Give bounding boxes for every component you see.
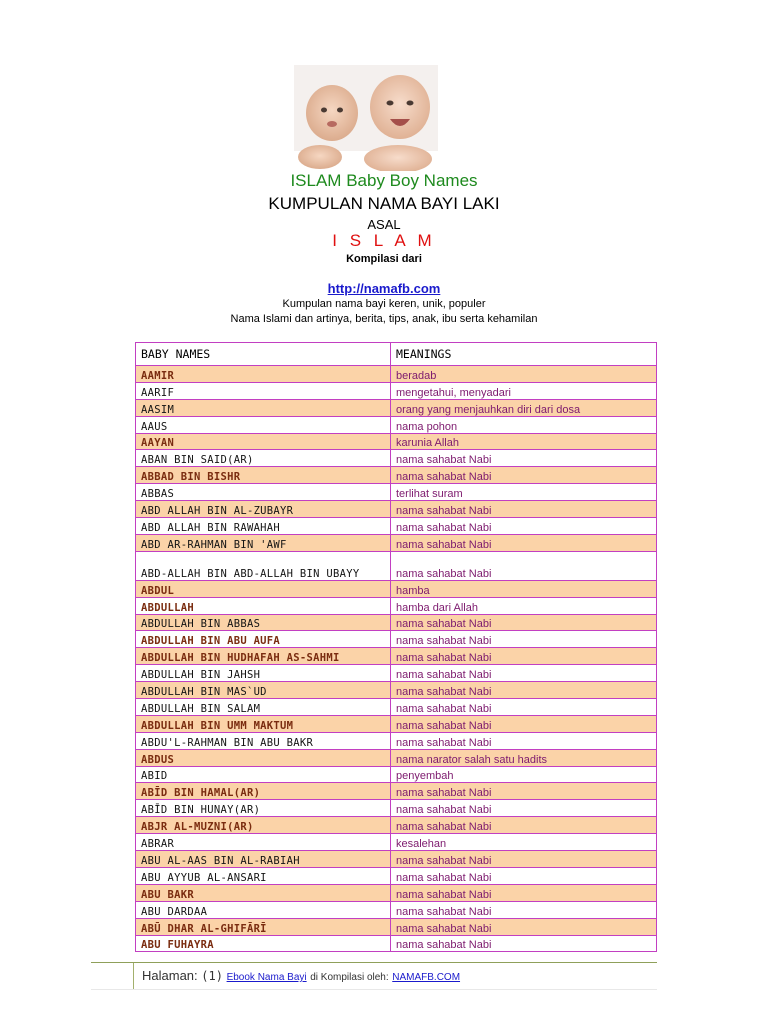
meaning-cell: nama sahabat Nabi	[391, 783, 657, 800]
baby-name-cell: ABDULLAH BIN JAHSH	[136, 665, 391, 682]
baby-name-cell: ABDULLAH BIN MAS`UD	[136, 682, 391, 699]
meaning-cell: nama sahabat Nabi	[391, 800, 657, 817]
baby-name-cell: ABDULLAH BIN HUDHAFAH AS-SAHMI	[136, 648, 391, 665]
header-meanings: MEANINGS	[391, 343, 657, 366]
footer-site-link[interactable]: NAMAFB.COM	[392, 972, 461, 983]
meaning-cell: nama sahabat Nabi	[391, 551, 657, 580]
table-row	[136, 631, 657, 648]
table-row	[136, 597, 657, 614]
table-row	[136, 715, 657, 732]
meaning-cell: terlihat suram	[391, 484, 657, 501]
baby-name-cell: ABJR AL-MUZNI(AR)	[136, 817, 391, 834]
baby-name-cell: ABĪD BIN HAMAL(AR)	[136, 783, 391, 800]
baby-name-cell: ABU DARDAA	[136, 901, 391, 918]
table-row	[136, 851, 657, 868]
table-row	[136, 551, 657, 580]
meaning-cell: nama sahabat Nabi	[391, 682, 657, 699]
meaning-cell: nama sahabat Nabi	[391, 534, 657, 551]
subtitle-line-2: Nama Islami dan artinya, berita, tips, anak, ibu serta kehamilan	[230, 313, 538, 325]
table-row	[136, 935, 657, 952]
meaning-cell: nama sahabat Nabi	[391, 699, 657, 716]
meaning-cell: nama sahabat Nabi	[391, 614, 657, 631]
table-row	[136, 534, 657, 551]
meaning-cell: nama sahabat Nabi	[391, 851, 657, 868]
baby-name-cell: ABU AL-AAS BIN AL-RABIAH	[136, 851, 391, 868]
baby-name-cell: ABDULLAH BIN SALAM	[136, 699, 391, 716]
baby-name-cell: AAYAN	[136, 433, 391, 450]
table-row	[136, 699, 657, 716]
baby-name-cell: ABBAS	[136, 484, 391, 501]
table-row	[136, 817, 657, 834]
table-row	[136, 399, 657, 416]
table-row	[136, 834, 657, 851]
meaning-cell: mengetahui, menyadari	[391, 382, 657, 399]
baby-name-cell: ABDULLAH BIN ABBAS	[136, 614, 391, 631]
baby-name-cell: ABDUL	[136, 580, 391, 597]
table-row	[136, 766, 657, 783]
meaning-cell: nama sahabat Nabi	[391, 817, 657, 834]
meaning-cell: hamba	[391, 580, 657, 597]
meaning-cell: nama narator salah satu hadits	[391, 749, 657, 766]
meaning-cell: kesalehan	[391, 834, 657, 851]
table-row	[136, 484, 657, 501]
meaning-cell: hamba dari Allah	[391, 597, 657, 614]
meaning-cell: nama sahabat Nabi	[391, 732, 657, 749]
baby-name-cell: ABAN BIN SAID(AR)	[136, 450, 391, 467]
baby-name-cell: ABDULLAH BIN UMM MAKTUM	[136, 715, 391, 732]
footer-text	[142, 968, 460, 983]
baby-name-cell: ABU BAKR	[136, 884, 391, 901]
baby-name-cell: ABD ALLAH BIN RAWAHAH	[136, 518, 391, 535]
footer-margin-cell	[91, 963, 134, 989]
baby-name-cell: ABD AR-RAHMAN BIN 'AWF	[136, 534, 391, 551]
table-row	[136, 665, 657, 682]
meaning-cell: nama sahabat Nabi	[391, 665, 657, 682]
meaning-cell: nama sahabat Nabi	[391, 901, 657, 918]
meaning-cell: nama sahabat Nabi	[391, 467, 657, 484]
table-row	[136, 450, 657, 467]
table-body	[136, 366, 657, 952]
meaning-cell: nama sahabat Nabi	[391, 450, 657, 467]
meaning-cell: nama sahabat Nabi	[391, 631, 657, 648]
meaning-cell: penyembah	[391, 766, 657, 783]
meaning-cell: nama sahabat Nabi	[391, 935, 657, 952]
baby-photo	[294, 65, 438, 171]
baby-names-table	[135, 342, 657, 952]
title-asal: ASAL	[367, 217, 401, 232]
subtitle-line-1: Kumpulan nama bayi keren, unik, populer	[282, 298, 486, 310]
meaning-cell: karunia Allah	[391, 433, 657, 450]
meaning-cell: nama sahabat Nabi	[391, 884, 657, 901]
meaning-cell: nama sahabat Nabi	[391, 715, 657, 732]
table-row	[136, 433, 657, 450]
header-baby-names: BABY NAMES	[136, 343, 391, 366]
table-row	[136, 366, 657, 383]
baby-name-cell: AARIF	[136, 382, 391, 399]
baby-name-cell: ABD ALLAH BIN AL-ZUBAYR	[136, 501, 391, 518]
baby-name-cell: ABU AYYUB AL-ANSARI	[136, 867, 391, 884]
baby-name-cell: ABID	[136, 766, 391, 783]
baby-name-cell: ABRAR	[136, 834, 391, 851]
baby-name-cell: ABDUS	[136, 749, 391, 766]
table-row	[136, 901, 657, 918]
site-url-link[interactable]: http://namafb.com	[327, 281, 441, 296]
baby-name-cell: ABŪ DHAR AL-GHIFĀRĪ	[136, 918, 391, 935]
baby-name-cell: AAUS	[136, 416, 391, 433]
table-row	[136, 501, 657, 518]
meaning-cell: nama pohon	[391, 416, 657, 433]
baby-name-cell: ABĪD BIN HUNAY(AR)	[136, 800, 391, 817]
table-row	[136, 800, 657, 817]
table-row	[136, 867, 657, 884]
title-islam: I S L A M	[332, 231, 436, 250]
table-row	[136, 682, 657, 699]
meaning-cell: orang yang menjauhkan diri dari dosa	[391, 399, 657, 416]
kompilasi-label: Kompilasi dari	[346, 253, 422, 265]
table-row	[136, 783, 657, 800]
meaning-cell: nama sahabat Nabi	[391, 648, 657, 665]
baby-name-cell: ABDU'L-RAHMAN BIN ABU BAKR	[136, 732, 391, 749]
meaning-cell: nama sahabat Nabi	[391, 867, 657, 884]
meaning-cell: nama sahabat Nabi	[391, 501, 657, 518]
footer-page-label: Halaman:	[142, 968, 198, 983]
title-main: KUMPULAN NAMA BAYI LAKI	[268, 194, 500, 213]
table-row	[136, 648, 657, 665]
table-row	[136, 416, 657, 433]
meaning-cell: nama sahabat Nabi	[391, 518, 657, 535]
page-footer	[91, 962, 657, 990]
baby-name-cell: ABDULLAH BIN ABU AUFA	[136, 631, 391, 648]
meaning-cell: nama sahabat Nabi	[391, 918, 657, 935]
table-row	[136, 918, 657, 935]
table-row	[136, 467, 657, 484]
title-green: ISLAM Baby Boy Names	[290, 171, 478, 190]
footer-compiled-by: di Kompilasi oleh:	[310, 972, 389, 983]
baby-name-cell: ABD-ALLAH BIN ABD-ALLAH BIN UBAYY	[136, 551, 391, 580]
table-row	[136, 382, 657, 399]
table-header-row	[136, 343, 657, 366]
meaning-cell: beradab	[391, 366, 657, 383]
table-row	[136, 749, 657, 766]
baby-name-cell: AASIM	[136, 399, 391, 416]
footer-ebook-link[interactable]: Ebook Nama Bayi	[226, 972, 307, 983]
footer-page-number: (1)	[201, 969, 223, 983]
baby-name-cell: ABBAD BIN BISHR	[136, 467, 391, 484]
table-row	[136, 732, 657, 749]
baby-name-cell: AAMIR	[136, 366, 391, 383]
baby-name-cell: ABU FUHAYRA	[136, 935, 391, 952]
baby-name-cell: ABDULLAH	[136, 597, 391, 614]
table-row	[136, 580, 657, 597]
table-row	[136, 614, 657, 631]
table-row	[136, 884, 657, 901]
table-row	[136, 518, 657, 535]
